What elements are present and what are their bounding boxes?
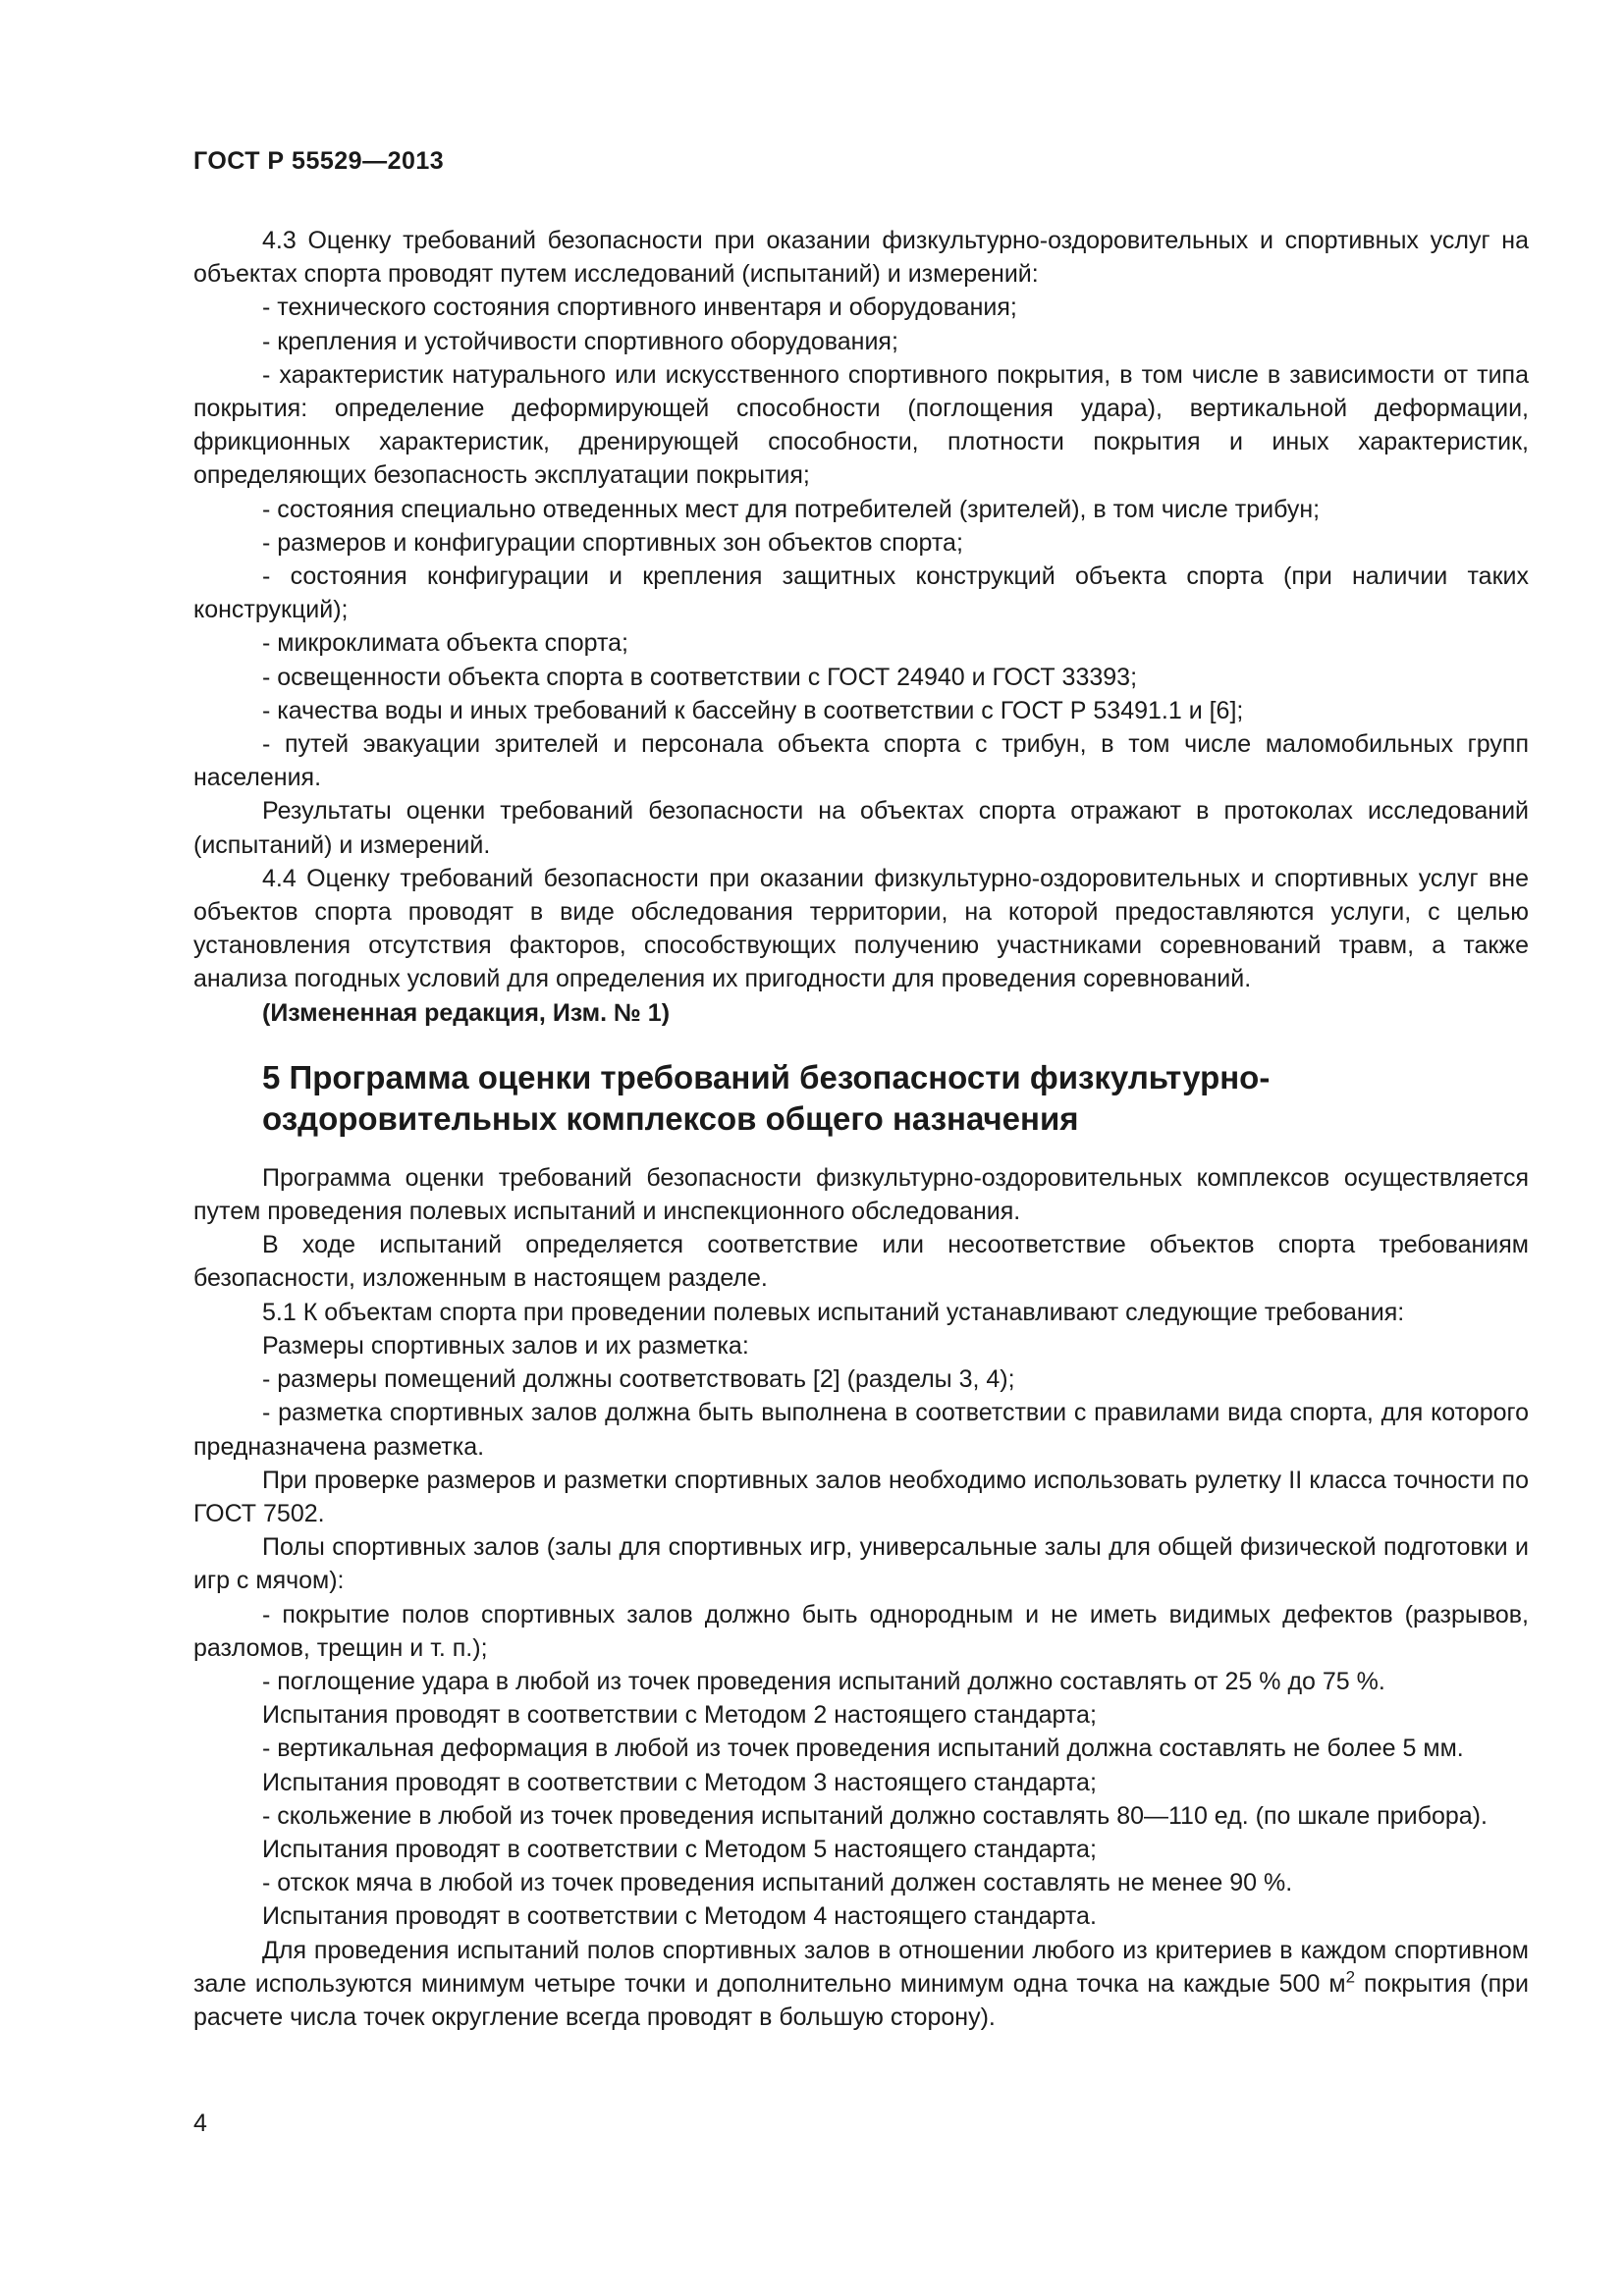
paragraph: 4.4 Оценку требований безопасности при оказании физкультурно-оздоровительных и спортивных услуг вне объектов спорта проводят в виде обследования территории, на которой предоставляются услуги, с целью установления отсутствия факторов, способствующих получению участниками соревнований травм, а также анализа погодных условий для определения их пригодности для проведения соревнований. <box>193 864 1529 993</box>
paragraph: - отскок мяча в любой из точек проведения испытаний должен составлять не менее 90 %. <box>262 1869 1293 1897</box>
section-title <box>262 1057 1529 1140</box>
paragraph: - путей эвакуации зрителей и персонала объекта спорта с трибун, в том числе маломобильных групп населения. <box>193 730 1529 792</box>
paragraph: - технического состояния спортивного инвентаря и оборудования; <box>262 294 1017 322</box>
section-title-line-1: 5 Программа оценки требований безопасности физкультурно- <box>262 1058 1271 1095</box>
paragraph: - крепления и устойчивости спортивного оборудования; <box>262 327 898 355</box>
paragraph: - размеры помещений должны соответствовать [2] (разделы 3, 4); <box>262 1365 1015 1394</box>
paragraph: - вертикальная деформация в любой из точек проведения испытаний должна составлять не более 5 мм. <box>262 1735 1464 1763</box>
last-paragraph-text: Для проведения испытаний полов спортивных залов в отношении любого из критериев в каждом спортивном зале используются минимум четыре точки и дополнительно минимум одна точка на каждые 500 м <box>193 1936 1529 1998</box>
paragraph: - микроклимата объекта спорта; <box>262 629 628 658</box>
amendment-note: (Измененная редакция, Изм. № 1) <box>262 998 671 1027</box>
paragraph: - состояния конфигурации и крепления защитных конструкций объекта спорта (при наличии таких конструкций); <box>193 562 1529 624</box>
paragraph: - состояния специально отведенных мест для потребителей (зрителей), в том числе трибун; <box>262 495 1321 523</box>
page-number: 4 <box>193 2109 207 2137</box>
paragraph: 5.1 К объектам спорта при проведении полевых испытаний устанавливают следующие требования: <box>262 1298 1405 1326</box>
paragraph: Результаты оценки требований безопасности на объектах спорта отражают в протоколах исследований (испытаний) и измерений. <box>193 797 1529 859</box>
paragraph: - качества воды и иных требований к бассейну в соответствии с ГОСТ Р 53491.1 и [6]; <box>262 696 1244 724</box>
paragraph: Испытания проводят в соответствии с Методом 2 настоящего стандарта; <box>262 1701 1097 1730</box>
paragraph: Полы спортивных залов (залы для спортивных игр, универсальные залы для общей физической подготовки и игр с мячом): <box>193 1533 1529 1595</box>
document-header: ГОСТ Р 55529—2013 <box>193 147 445 175</box>
paragraph: В ходе испытаний определяется соответствие или несоответствие объектов спорта требованиям безопасности, изложенным в настоящем разделе. <box>193 1231 1529 1293</box>
paragraph: - поглощение удара в любой из точек проведения испытаний должно составлять от 25 % до 75 %. <box>262 1667 1385 1695</box>
paragraph: - скольжение в любой из точек проведения испытаний должно составлять 80—110 ед. (по шкале прибора). <box>262 1801 1488 1830</box>
paragraph: Программа оценки требований безопасности физкультурно-оздоровительных комплексов осуществляется путем проведения полевых испытаний и инспекционного обследования. <box>193 1163 1529 1226</box>
paragraph: Испытания проводят в соответствии с Методом 5 настоящего стандарта; <box>262 1835 1097 1863</box>
paragraph: - освещенности объекта спорта в соответствии с ГОСТ 24940 и ГОСТ 33393; <box>262 663 1138 691</box>
paragraph: Размеры спортивных залов и их разметка: <box>262 1331 749 1360</box>
paragraph: Испытания проводят в соответствии с Методом 4 настоящего стандарта. <box>262 1902 1097 1931</box>
section-title-line-2: оздоровительных комплексов общего назначения <box>262 1099 1079 1137</box>
last-paragraph-tail: покрытия (при расчете числа точек округление всегда проводят в большую сторону). <box>193 1969 1530 2031</box>
last-paragraph <box>193 1934 1529 2035</box>
paragraph: - характеристик натурального или искусственного спортивного покрытия, в том числе в зависимости от типа покрытия: определение деформирующей способности (поглощения удара), вертикальной деформации, фрикционных характеристик, дренирующей способности, плотности покрытия и иных характеристик, определяющих безопасность эксплуатации покрытия; <box>193 360 1529 490</box>
paragraph: Испытания проводят в соответствии с Методом 3 настоящего стандарта; <box>262 1768 1097 1796</box>
paragraph: При проверке размеров и разметки спортивных залов необходимо использовать рулетку II класса точности по ГОСТ 7502. <box>193 1466 1529 1527</box>
section-4-text <box>193 224 1529 996</box>
superscript: 2 <box>1345 1967 1356 1987</box>
paragraph: - размеров и конфигурации спортивных зон объектов спорта; <box>262 528 963 557</box>
paragraph: - покрытие полов спортивных залов должно быть однородным и не иметь видимых дефектов (разрывов, разломов, трещин и т. п.); <box>193 1600 1529 1662</box>
paragraph: 4.3 Оценку требований безопасности при оказании физкультурно-оздоровительных и спортивных услуг на объектах спорта проводят путем исследований (испытаний) и измерений: <box>193 227 1529 289</box>
paragraph: - разметка спортивных залов должна быть выполнена в соответствии с правилами вида спорта, для которого предназначена разметка. <box>193 1399 1529 1461</box>
document-body <box>193 224 1529 2034</box>
section-5-text <box>193 1161 1529 1934</box>
